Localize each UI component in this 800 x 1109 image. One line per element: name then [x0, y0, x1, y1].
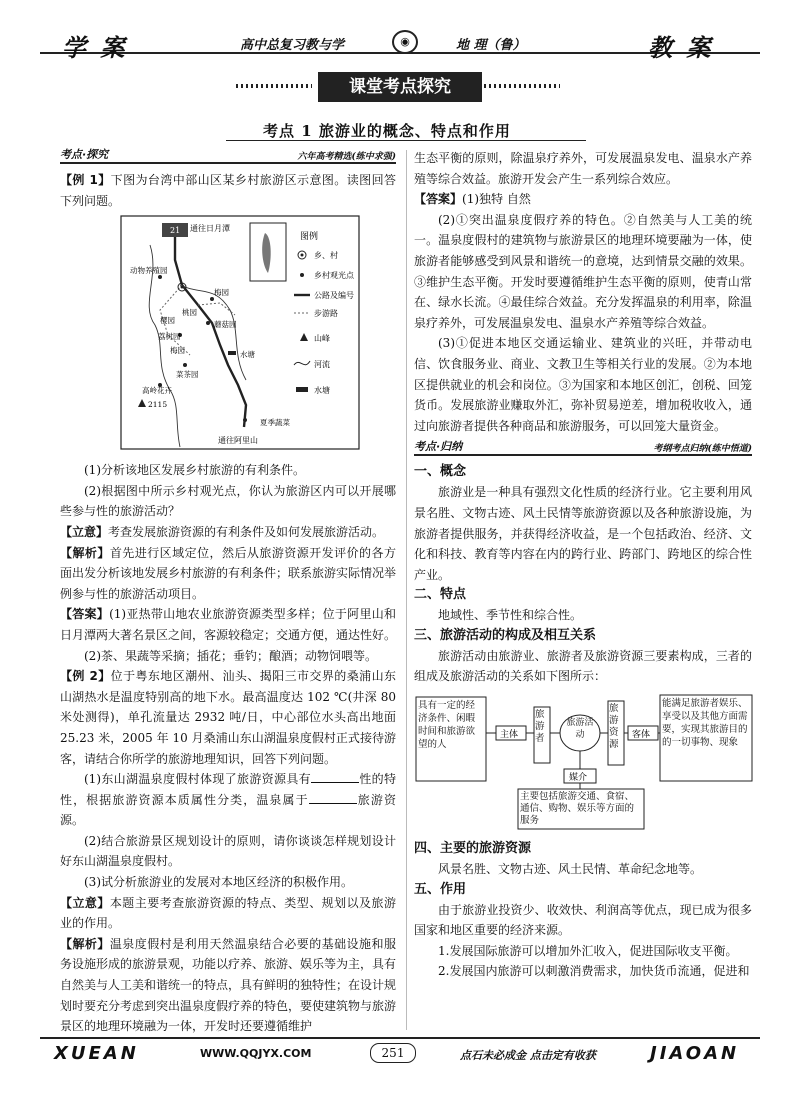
- place-mushroom: 蘑菇园: [214, 320, 237, 330]
- svg-text:图例: 图例: [300, 232, 319, 243]
- answer-1: 【答案】(1)亚热带山地农业旅游资源类型多样；位于阿里山和日月潭两大著名景区之间，客源较稳定；交通方便，通达性好。: [60, 607, 397, 642]
- resources-text: 风景名胜、文物古迹、风土民情、革命纪念地等。: [438, 862, 703, 877]
- features-text: 地域性、季节性和综合性。: [438, 608, 583, 623]
- subject-label: 主体: [500, 730, 519, 741]
- example-2: 【例 2】位于粤东地区潮州、汕头、揭阳三市交界的桑浦山东山湖热水是温度特别高的地下水。最高温度达 102 ℃(井深 80 米处测得)，单孔流量达 2932 吨/日，中心部位水头高出地面 25.23 米，2005 年 10 月桑浦山东山湖温泉度假村正式接待游客，请结合你所学的旅游地理知识，回答下列问题。: [60, 669, 396, 766]
- structure-text: 旅游活动由旅游业、旅游者及旅游资源三要素构成，三者的组成及旅游活动的关系如下图所示：: [414, 648, 752, 684]
- place-animal-farm: 动物养殖园: [130, 266, 168, 276]
- analysis-2-cont: 生态平衡的原则，除温泉疗养外，可发展温泉发电、温泉水产养殖等综合效益。旅游开发会产生一系列综合效应。: [414, 151, 752, 186]
- footer-slogan: 点石未必成金 点击定有收获: [460, 1049, 596, 1062]
- svg-text:公路及编号: 公路及编号: [314, 291, 354, 301]
- page-number: 251: [370, 1043, 416, 1063]
- intent-1: 【立意】考查发展旅游资源的有利条件及如何发展旅游活动。: [60, 524, 385, 539]
- summary-bar-note: 考纲考点归纳(练中悟道): [653, 444, 752, 455]
- question-1: (1)分析该地区发展乡村旅游的有利条件。: [84, 463, 305, 478]
- concept-text: 旅游业是一种具有强烈文化性质的经济行业。它主要利用风景名胜、文物古迹、风土民情等旅游资源以及各种旅游设施，为旅游者提供服务，并获得经济收益，是一个包括政治、经济、文化和科技、教育等内容在内的跨行业、跨部门、跨地区的综合性产业。: [414, 485, 752, 582]
- role-item-2: 2.发展国内旅游可以刺激消费需求，加快货币流通，促进和: [438, 964, 750, 979]
- tourist-definition-box: 具有一定的经济条件、闲暇时间和旅游欲望的人: [418, 700, 476, 751]
- header-left-brand: 学 案: [62, 34, 128, 62]
- section-title: 考点 1 旅游业的概念、特点和作用: [263, 122, 511, 140]
- tourism-flow-diagram: [414, 693, 754, 833]
- left-column: [60, 148, 396, 1037]
- exam-bar-tag: 考点·探究: [60, 148, 109, 161]
- footer-left-brand: XUEAN: [54, 1043, 139, 1064]
- svg-text:步游路: 步游路: [314, 309, 338, 319]
- medium-label: 媒介: [569, 773, 588, 784]
- place-cherry: 樱园: [160, 316, 175, 326]
- header-book-title: 高中总复习教与学: [240, 38, 345, 53]
- map-top-label: 通往日月潭: [190, 224, 230, 234]
- role-text: 由于旅游业投资少、收效快、利润高等优点，现已成为很多国家和地区重要的经济来源。: [414, 902, 752, 938]
- logo-icon: ◉: [392, 30, 418, 54]
- svg-text:乡村观光点: 乡村观光点: [314, 271, 354, 281]
- column-divider: [406, 150, 407, 1030]
- header-right-brand: 教 案: [648, 34, 714, 62]
- banner-deco-left: [236, 84, 312, 88]
- blank-1[interactable]: [311, 770, 359, 783]
- right-column: [414, 148, 752, 982]
- village-map: [120, 215, 360, 450]
- place-tea: 菜茶园: [176, 370, 199, 380]
- heading-resources: 四、主要的旅游资源: [414, 841, 532, 857]
- map-bottom-label: 通往阿里山: [218, 436, 258, 446]
- place-flowers: 高岭花卉: [142, 386, 172, 396]
- svg-text:山峰: 山峰: [314, 334, 330, 344]
- question-2: (2)根据图中所示乡村观光点，你认为旅游区内可以开展哪些参与性的旅游活动？: [60, 483, 396, 519]
- banner-deco-right: [484, 84, 560, 88]
- summary-bar-tag: 考点·归纳: [414, 440, 463, 454]
- road-number: 21: [170, 226, 181, 236]
- resource-definition-box: 能满足旅游者娱乐、享受以及其他方面需要，实现其旅游目的的一切事物、现象: [662, 698, 748, 749]
- heading-role: 五、作用: [414, 881, 467, 897]
- exam-bar: [60, 148, 396, 164]
- analysis-1: 【解析】首先进行区域定位，然后从旅游资源开发评价的各方面出发分析该地发展乡村旅游的有利条件；联系旅游实际情况举例参与性的旅游活动项目。: [60, 545, 397, 601]
- question-3: (1)东山湖温泉度假村体现了旅游资源具有 性的特性，根据旅游资源本质属性分类，温泉属于 旅游资源。: [60, 772, 396, 828]
- section-banner: 课堂考点探究: [318, 72, 482, 102]
- question-4: (2)结合旅游景区规划设计的原则，请你谈谈怎样规划设计好东山湖温泉度假村。: [60, 833, 396, 869]
- place-vegetables: 夏季蔬菜: [260, 418, 290, 428]
- svg-text:河流: 河流: [314, 360, 330, 370]
- example-1: 【例 1】下图为台湾中部山区某乡村旅游区示意图。读图回答下列问题。: [60, 173, 396, 208]
- footer-url[interactable]: WWW.QQJYX.COM: [200, 1047, 312, 1060]
- role-item-1: 1.发展国际旅游可以增加外汇收入，促进国际收支平衡。: [438, 943, 738, 958]
- summary-bar: [414, 440, 752, 456]
- svg-text:乡、村: 乡、村: [314, 251, 338, 261]
- header-subject: 地 理（鲁）: [456, 38, 526, 53]
- exam-bar-note: 六年高考精选(练中求强): [297, 152, 396, 162]
- place-pond: 水塘: [240, 350, 255, 360]
- analysis-2: 【解析】温泉度假村是利用天然温泉结合必要的基础设施和服务设施形成的旅游景观，功能以疗养、旅游、娱乐等为主，具有自然美与人工美和谐统一的特点，具有鲜明的独特性；在设计规划时要充分考虑到突出温泉度假疗养的特色，要使建筑物与旅游景区的地理环境融为一体，开发时还要遵循维护: [60, 936, 397, 1034]
- blank-2[interactable]: [309, 791, 357, 804]
- place-lychee: 荔树园: [158, 332, 181, 342]
- answer-2-part2: (2)①突出温泉度假疗养的特色。②自然美与人工美的统一。温泉度假村的建筑物与旅游景区的地理环境要融为一体，使旅游者能够感受到风景和谐统一的意境，达到情景交融的效果。③维护生态平衡。开发时要遵循维护生态平衡的原则，使青山常在、绿水长流。④最佳综合效益。充分发挥温泉的利用率，除温泉疗养外，可发展温泉发电、温泉水产养殖等综合效益。: [414, 212, 752, 330]
- answer-2-part3: (3)①促进本地区交通运输业、建筑业的兴旺，并带动电信、饮食服务业、商业、文教卫生等相关行业的发展。②为本地区提供就业的机会和岗位。③为国家和本地区创汇，创税、回笼货币。发展旅游业赚取外汇，弥补贸易逆差，增加税收收入，通过向旅游者提供各种商品和旅游服务，可以回笼大量资金。: [414, 336, 752, 433]
- place-plum: 梅园: [214, 288, 229, 298]
- answer-1b: (2)茶、果蔬等采摘；插花；垂钓；酿酒；动物饲喂等。: [84, 648, 378, 663]
- svg-text:水塘: 水塘: [314, 386, 330, 396]
- title-underline: [226, 140, 586, 141]
- service-box: 主要包括旅游交通、食宿、通信、购物、娱乐等方面的服务: [520, 791, 635, 827]
- footer-right-brand: JIAOAN: [650, 1043, 740, 1064]
- answer-2: 【答案】(1)独特 自然: [414, 192, 531, 207]
- heading-features: 二、特点: [414, 587, 467, 603]
- tourist-box: 旅游者: [535, 709, 545, 745]
- peak-elevation: 2115: [148, 400, 168, 410]
- intent-2: 【立意】本题主要考查旅游资源的特点、类型、规划以及旅游业的作用。: [60, 895, 396, 931]
- activity-circle: 旅游活动: [566, 718, 594, 741]
- heading-concept: 一、概念: [414, 464, 467, 480]
- place-peach: 桃园: [182, 308, 197, 318]
- resource-box: 旅游资源: [609, 703, 619, 751]
- object-label: 客体: [632, 730, 651, 741]
- question-5: (3)试分析旅游业的发展对本地区经济的积极作用。: [84, 875, 353, 890]
- heading-structure: 三、旅游活动的构成及相互关系: [414, 627, 597, 643]
- place-plum-2: 梅园: [170, 346, 185, 356]
